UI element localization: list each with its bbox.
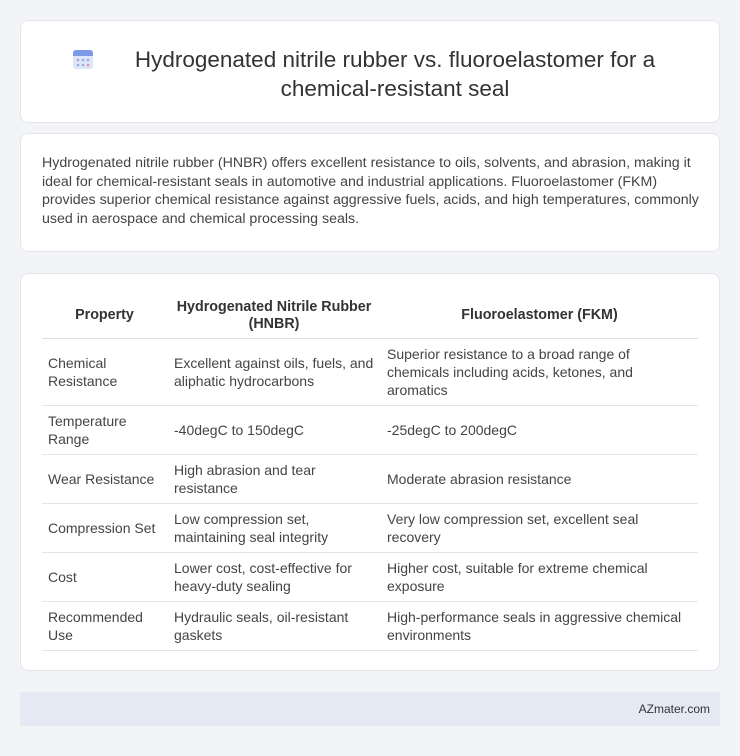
- intro-paragraph: Hydrogenated nitrile rubber (HNBR) offers excellent resistance to oils, solvents, and abrasion, making it ideal for chemical-resistant seals in automotive and industrial applications. Fluoroelastomer (FKM) provides superior chemical resistance against aggressive fuels, acids, and high temperatures, commonly used in aerospace and chemical processing seals.: [42, 155, 699, 227]
- row-fkm: Very low compression set, excellent seal recovery: [381, 503, 698, 552]
- row-property: Compression Set: [42, 503, 167, 552]
- table-row: [42, 338, 698, 405]
- header-property: Property: [42, 294, 167, 338]
- footer-site-link[interactable]: AZmater.com: [638, 702, 710, 716]
- row-fkm: -25degC to 200degC: [381, 405, 698, 454]
- row-fkm: Moderate abrasion resistance: [381, 454, 698, 503]
- row-property: Temperature Range: [42, 405, 167, 454]
- table-row: [42, 601, 698, 650]
- row-fkm: High-performance seals in aggressive chemical environments: [381, 601, 698, 650]
- row-hnbr: Low compression set, maintaining seal integrity: [167, 503, 381, 552]
- row-hnbr: -40degC to 150degC: [167, 405, 381, 454]
- row-hnbr: Lower cost, cost-effective for heavy-duty sealing: [167, 552, 381, 601]
- row-hnbr: Hydraulic seals, oil-resistant gaskets: [167, 601, 381, 650]
- row-fkm: Higher cost, suitable for extreme chemical exposure: [381, 552, 698, 601]
- title-card: [20, 20, 720, 123]
- header-fkm: Fluoroelastomer (FKM): [381, 294, 698, 338]
- table-row: [42, 503, 698, 552]
- row-property: Wear Resistance: [42, 454, 167, 503]
- footer-bar: [20, 692, 720, 726]
- row-property: Recommended Use: [42, 601, 167, 650]
- row-property: Cost: [42, 552, 167, 601]
- row-hnbr: High abrasion and tear resistance: [167, 454, 381, 503]
- table-row: [42, 454, 698, 503]
- header-hnbr: Hydrogenated Nitrile Rubber (HNBR): [167, 294, 381, 338]
- page-title: Hydrogenated nitrile rubber vs. fluoroelastomer for a chemical-resistant seal: [134, 47, 656, 101]
- row-property: Chemical Resistance: [42, 338, 167, 405]
- table-row: [42, 405, 698, 454]
- table-row: [42, 552, 698, 601]
- row-hnbr: Excellent against oils, fuels, and aliphatic hydrocarbons: [167, 338, 381, 405]
- comparison-card: [20, 273, 720, 671]
- row-fkm: Superior resistance to a broad range of chemicals including acids, ketones, and aromatics: [381, 338, 698, 405]
- table-header-row: [42, 294, 698, 338]
- comparison-table: [42, 294, 698, 651]
- intro-card: [20, 133, 720, 252]
